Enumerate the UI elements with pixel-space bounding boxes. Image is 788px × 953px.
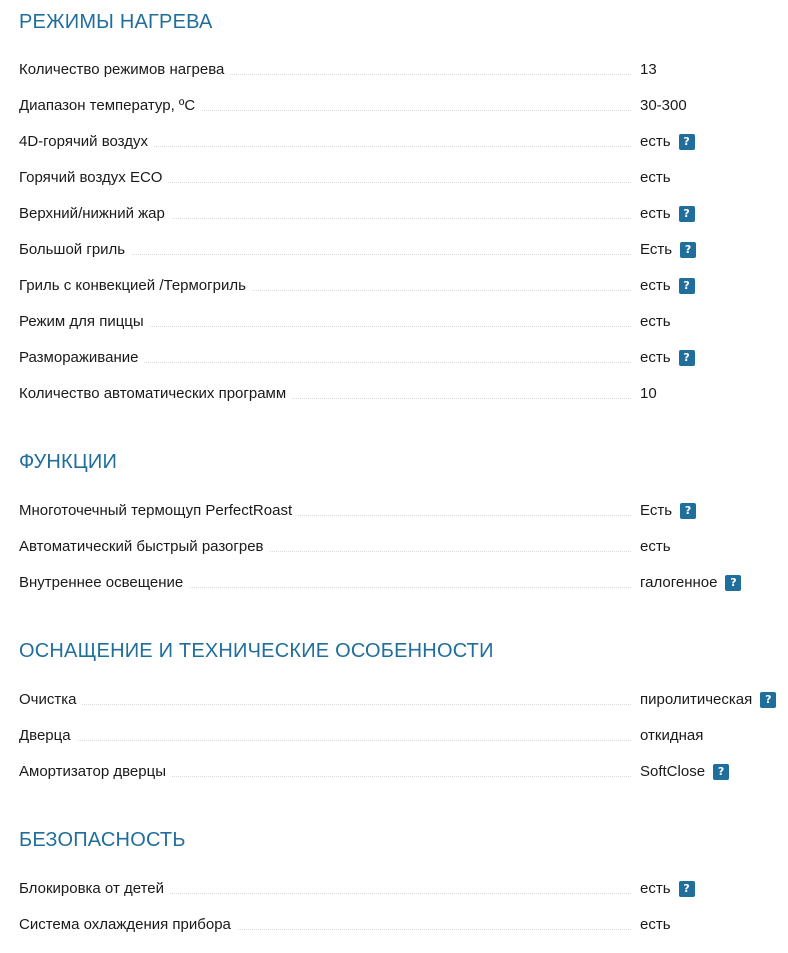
spec-label: Система охлаждения прибора — [19, 916, 237, 934]
spec-row — [19, 574, 788, 610]
spec-value: SoftClose — [640, 763, 706, 780]
spec-value-wrap — [640, 727, 703, 745]
spec-list — [19, 61, 788, 421]
spec-label: Большой гриль — [19, 241, 131, 259]
dotted-leader — [19, 704, 631, 705]
spec-value: пиролитическая — [640, 691, 753, 708]
spec-row — [19, 349, 788, 385]
spec-label: Количество режимов нагрева — [19, 61, 230, 79]
spec-value: есть — [640, 313, 671, 330]
section-functions — [19, 450, 788, 610]
help-icon[interactable]: ? — [680, 242, 696, 258]
spec-value-wrap — [640, 763, 729, 781]
spec-row — [19, 277, 788, 313]
spec-label: Диапазон температур, ºC — [19, 97, 201, 115]
help-icon[interactable]: ? — [679, 278, 695, 294]
spec-label: Верхний/нижний жар — [19, 205, 171, 223]
spec-label: 4D-горячий воздух — [19, 133, 154, 151]
help-icon[interactable]: ? — [680, 503, 696, 519]
section-title: БЕЗОПАСНОСТЬ — [19, 829, 186, 851]
help-icon[interactable]: ? — [679, 134, 695, 150]
spec-value-wrap — [640, 169, 671, 187]
spec-row — [19, 169, 788, 205]
spec-label: Очистка — [19, 691, 82, 709]
spec-value: есть — [640, 133, 671, 150]
section-safety — [19, 828, 788, 952]
spec-row — [19, 916, 788, 952]
spec-value: есть — [640, 916, 671, 933]
spec-value-wrap — [640, 97, 687, 115]
spec-value-wrap — [640, 241, 696, 259]
help-icon[interactable]: ? — [679, 350, 695, 366]
spec-value-wrap — [640, 277, 695, 295]
spec-value-wrap — [640, 691, 776, 709]
spec-label: Амортизатор дверцы — [19, 763, 172, 781]
spec-label: Автоматический быстрый разогрев — [19, 538, 270, 556]
spec-row — [19, 205, 788, 241]
spec-value-wrap — [640, 538, 671, 556]
spec-row — [19, 691, 788, 727]
spec-value: Есть — [640, 502, 673, 519]
spec-row — [19, 538, 788, 574]
help-icon[interactable]: ? — [713, 764, 729, 780]
section-title: ФУНКЦИИ — [19, 451, 118, 473]
spec-value: откидная — [640, 727, 704, 744]
spec-value-wrap — [640, 349, 695, 367]
spec-value: 10 — [640, 385, 657, 402]
spec-value-wrap — [640, 61, 657, 79]
spec-value: 30-300 — [640, 97, 687, 114]
spec-value: 13 — [640, 61, 657, 78]
spec-list — [19, 502, 788, 610]
spec-list — [19, 880, 788, 952]
section-heating-modes — [19, 10, 788, 421]
spec-row — [19, 763, 788, 799]
help-icon[interactable]: ? — [725, 575, 741, 591]
spec-row — [19, 727, 788, 763]
spec-row — [19, 880, 788, 916]
spec-value: есть — [640, 277, 671, 294]
spec-label: Внутреннее освещение — [19, 574, 189, 592]
spec-label: Дверца — [19, 727, 77, 745]
spec-label: Блокировка от детей — [19, 880, 170, 898]
spec-value: Есть — [640, 241, 673, 258]
spec-label: Многоточечный термощуп PerfectRoast — [19, 502, 298, 520]
spec-value-wrap — [640, 916, 671, 934]
spec-value-wrap — [640, 385, 657, 403]
spec-row — [19, 313, 788, 349]
spec-value-wrap — [640, 880, 695, 898]
spec-value-wrap — [640, 574, 741, 592]
help-icon[interactable]: ? — [679, 881, 695, 897]
spec-value: галогенное — [640, 574, 718, 591]
spec-value: есть — [640, 205, 671, 222]
spec-row — [19, 133, 788, 169]
spec-label: Горячий воздух ECO — [19, 169, 168, 187]
spec-value-wrap — [640, 133, 695, 151]
spec-label: Размораживание — [19, 349, 144, 367]
section-title: ОСНАЩЕНИЕ И ТЕХНИЧЕСКИЕ ОСОБЕННОСТИ — [19, 640, 494, 662]
spec-value: есть — [640, 349, 671, 366]
spec-label: Количество автоматических программ — [19, 385, 292, 403]
spec-value: есть — [640, 538, 671, 555]
spec-label: Режим для пиццы — [19, 313, 150, 331]
section-equipment — [19, 639, 788, 799]
spec-value-wrap — [640, 205, 695, 223]
spec-value: есть — [640, 880, 671, 897]
help-icon[interactable]: ? — [679, 206, 695, 222]
dotted-leader — [19, 740, 631, 741]
spec-row — [19, 241, 788, 277]
spec-row — [19, 97, 788, 133]
spec-row — [19, 61, 788, 97]
help-icon[interactable]: ? — [760, 692, 776, 708]
spec-label: Гриль с конвекцией /Термогриль — [19, 277, 252, 295]
spec-row — [19, 385, 788, 421]
spec-row — [19, 502, 788, 538]
spec-value: есть — [640, 169, 671, 186]
spec-list — [19, 691, 788, 799]
spec-value-wrap — [640, 502, 696, 520]
spec-value-wrap — [640, 313, 671, 331]
section-title: РЕЖИМЫ НАГРЕВА — [19, 11, 213, 33]
